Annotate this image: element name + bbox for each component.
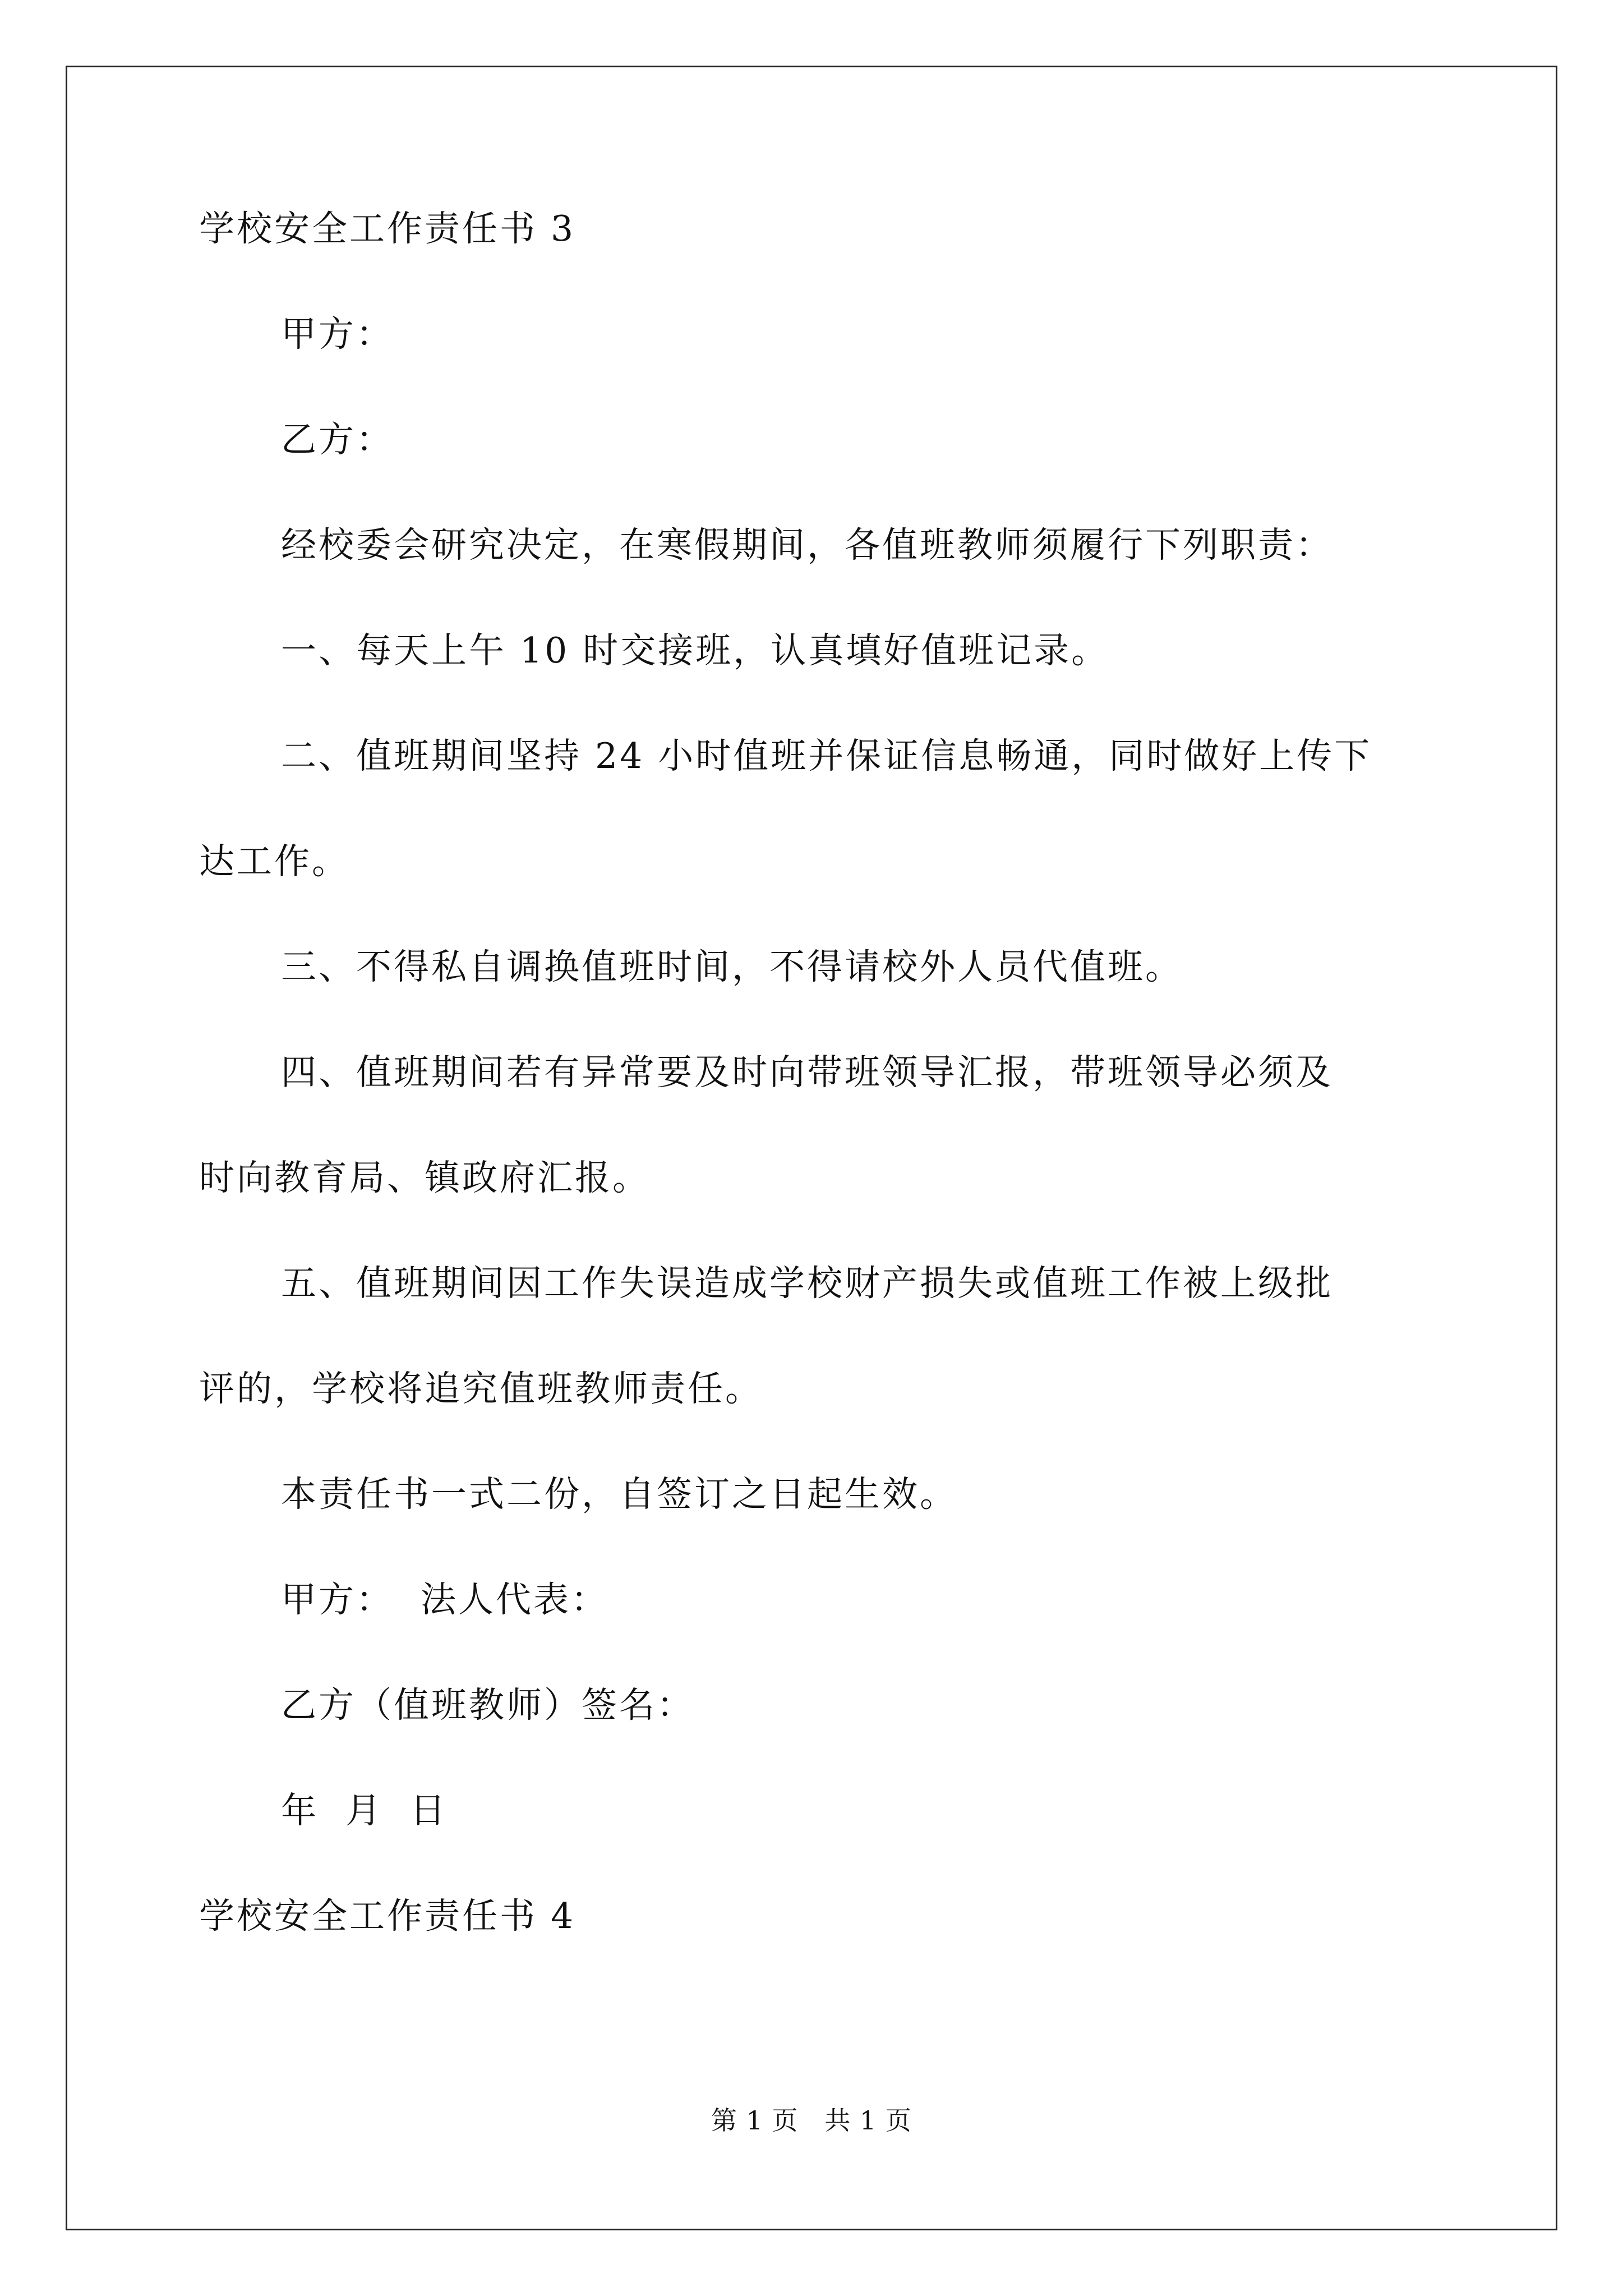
signature-party-b: 乙方（值班教师）签名： [281,1685,694,1726]
intro-paragraph: 经校委会研究决定，在寒假期间，各值班教师须履行下列职责： [281,524,1333,565]
section-heading-3: 学校安全工作责任书 3 [199,208,576,249]
duty-item-4-line-1: 四、值班期间若有异常要及时向带班领导汇报，带班领导必须及 [281,1052,1333,1093]
section-heading-4: 学校安全工作责任书 4 [199,1895,576,1936]
duty-item-2-line-2: 达工作。 [199,841,349,882]
duty-item-1: 一、每天上午 10 时交接班，认真填好值班记录。 [281,630,1109,671]
party-b-label: 乙方： [281,419,394,460]
duty-item-5-line-1: 五、值班期间因工作失误造成学校财产损失或值班工作被上级批 [281,1263,1333,1304]
duty-item-2-line-1: 二、值班期间坚持 24 小时值班并保证信息畅通，同时做好上传下 [281,735,1372,776]
party-a-label: 甲方： [281,314,394,355]
signature-party-a: 甲方： 法人代表： [281,1579,609,1620]
duty-item-5-line-2: 评的，学校将追究值班教师责任。 [199,1368,763,1409]
signature-date: 年 月 日 [281,1790,448,1831]
document-body [199,202,1427,1995]
page-footer: 第 1 页 共 1 页 [711,2105,912,2136]
validity-paragraph: 本责任书一式二份，自签订之日起生效。 [281,1474,957,1515]
duty-item-4-line-2: 时向教育局、镇政府汇报。 [199,1157,650,1198]
duty-item-3: 三、不得私自调换值班时间，不得请校外人员代值班。 [281,946,1183,987]
